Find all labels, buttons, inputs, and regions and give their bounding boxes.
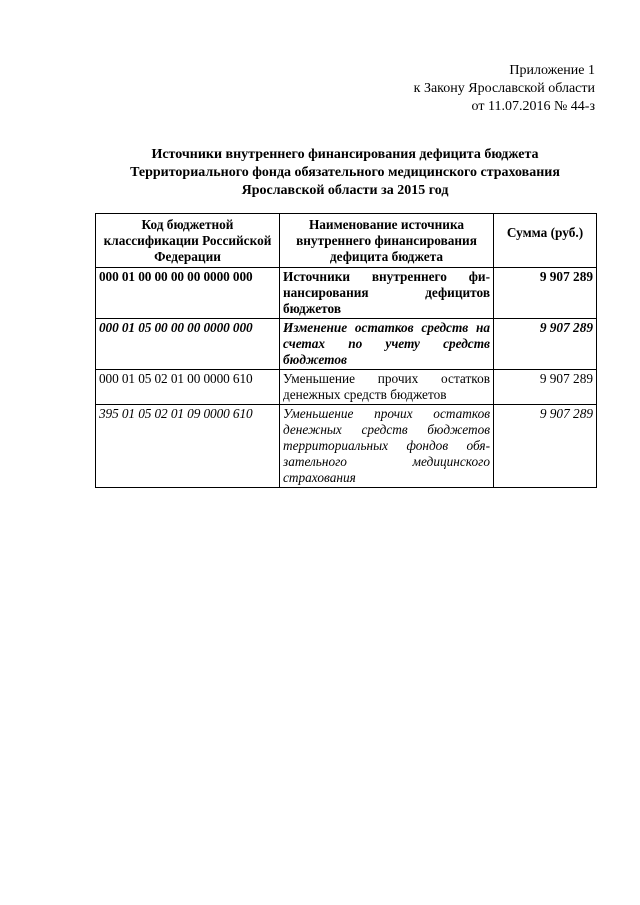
appendix-line-2: к Закону Ярославской области	[413, 81, 595, 96]
row-name: Уменьшение прочих остатков денежных средств бюджетов	[280, 370, 494, 405]
budget-sources-table	[95, 213, 597, 488]
table-header-row	[96, 214, 597, 268]
header-sum	[494, 214, 597, 268]
row-code: 395 01 05 02 01 09 0000 610	[96, 405, 280, 488]
title-line-2: Территориального фонда обязательного медицинского страхования	[130, 165, 560, 180]
header-sum-label: Сумма (руб.)	[506, 225, 584, 240]
appendix-line-1: Приложение 1	[509, 63, 595, 78]
table-row	[96, 319, 597, 370]
document-title	[95, 146, 595, 200]
appendix-line-3: от 11.07.2016 № 44-з	[471, 99, 595, 114]
row-code: 000 01 05 02 01 00 0000 610	[96, 370, 280, 405]
row-name: Источники внутреннего финансирования дефицитов бюджетов	[280, 268, 494, 319]
row-code: 000 01 00 00 00 00 0000 000	[96, 268, 280, 319]
table-row	[96, 405, 597, 488]
table-row	[96, 268, 597, 319]
row-name: Изменение остатков средств на счетах по учету средств бюджетов	[280, 319, 494, 370]
title-line-3: Ярославской области за 2015 год	[241, 183, 449, 198]
row-sum: 9 907 289	[494, 405, 597, 488]
row-sum: 9 907 289	[494, 268, 597, 319]
header-code: Код бюджетной классификации Российской Федерации	[96, 214, 280, 268]
row-sum: 9 907 289	[494, 370, 597, 405]
appendix-header	[414, 62, 595, 116]
header-name: Наименование источника внутреннего финансирования дефицита бюджета	[280, 214, 494, 268]
row-code: 000 01 05 00 00 00 0000 000	[96, 319, 280, 370]
title-line-1: Источники внутреннего финансирования дефицита бюджета	[151, 147, 539, 162]
row-name: Уменьшение прочих остатков денежных средств бюджетов территориальных фондов обязательного медицинского страхования	[280, 405, 494, 488]
row-sum: 9 907 289	[494, 319, 597, 370]
table-row	[96, 370, 597, 405]
